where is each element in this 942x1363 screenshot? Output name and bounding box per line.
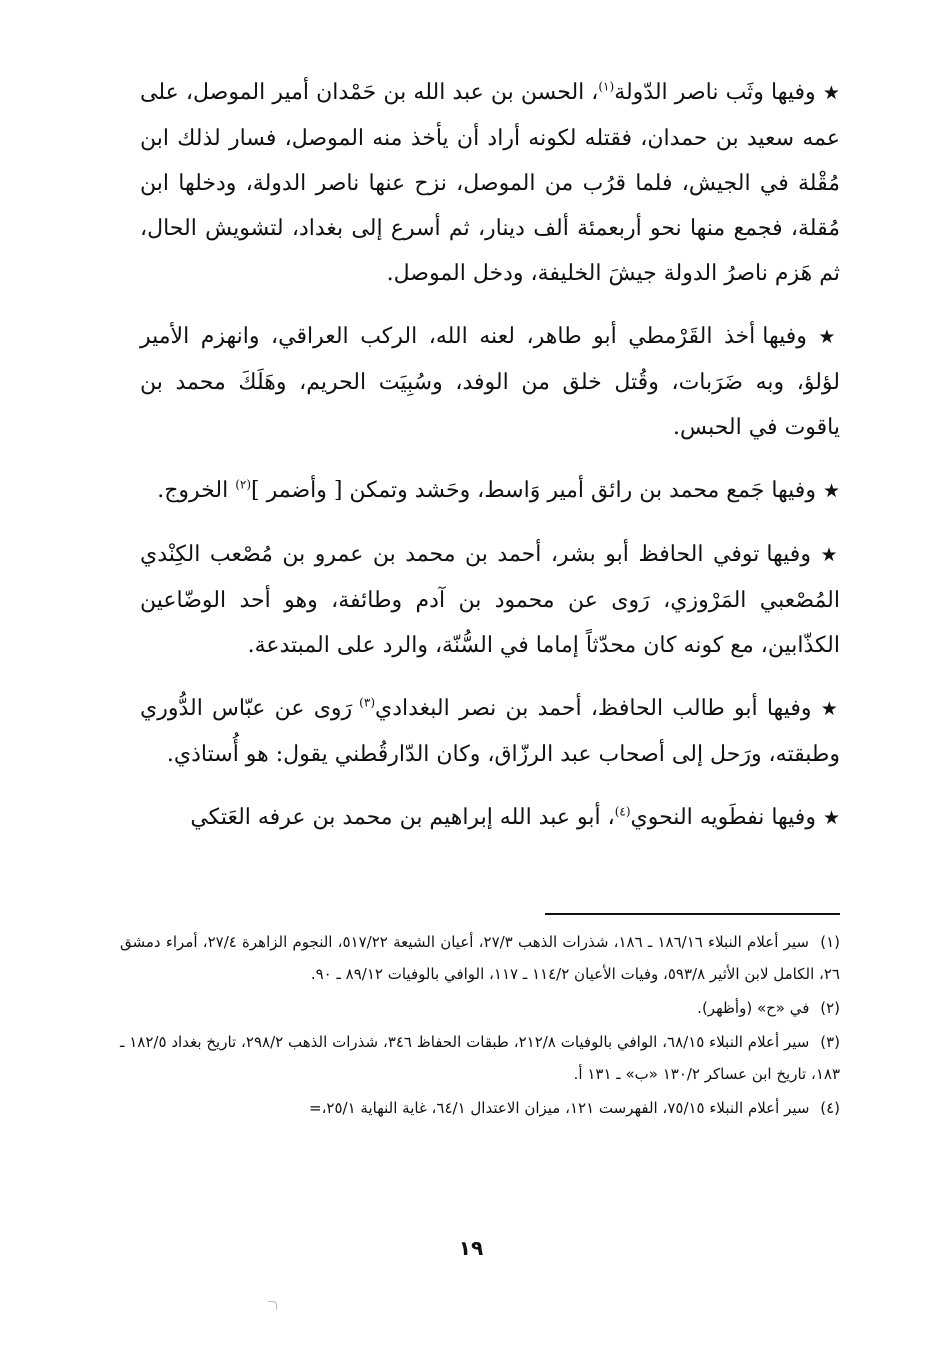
star-icon: ★ <box>820 544 840 566</box>
footnote-divider <box>545 913 840 915</box>
footnotes <box>120 926 840 1126</box>
footnote-text: سير أعلام النبلاء ٦٨/١٥، الوافي بالوفيات ٢١٢/٨، طبقات الحفاظ ٣٤٦، شذرات الذهب ٢٩٨/٢، تاريخ بغداد ١٨٢/٥ ـ ١٨٣، تاريخ ابن عساكر ١٣٠/٢ «ب» ـ ١٣١ أ. <box>120 1033 840 1083</box>
paragraph-2 <box>140 314 840 450</box>
star-icon: ★ <box>818 326 840 348</box>
footnote-ref-1[interactable]: (١) <box>598 79 615 94</box>
paragraph-text: رَوى عن عبّاس الدُّوري وطبقته، ورَحل إلى أصحاب عبد الرزّاق، وكان الدّارقُطني يقول: هو أُستاذي. <box>140 696 840 767</box>
footnote-number: (٤) <box>820 1099 840 1117</box>
page-number: ١٩ <box>458 1236 484 1260</box>
star-icon: ★ <box>822 807 840 829</box>
main-text <box>140 70 840 859</box>
paragraph-text: وفيها نفطَويه النحوي <box>630 805 816 830</box>
footnote-ref-2[interactable]: (٢) <box>235 477 252 492</box>
footnote-3 <box>120 1026 840 1090</box>
footnote-text: في «ح» (وأظهر). <box>697 999 810 1017</box>
paragraph-4 <box>140 532 840 668</box>
paragraph-6 <box>140 795 840 841</box>
paragraph-text: وفيها أبو طالب الحافظ، أحمد بن نصر البغدادي <box>375 696 812 721</box>
paragraph-text: ، الحسن بن عبد الله بن حَمْدان أمير الموصل، على عمه سعيد بن حمدان، فقتله لكونه أراد أن يأخذ منه الموصل، فسار لذلك ابن مُقْلة في الجيش، فلما قرُب من الموصل، نزح عنها ناصر الدولة، ودخلها ابن مُقلة، فجمع منها نحو أربعمئة ألف دينار، ثم أسرع إلى بغداد، لتشويش الحال، ثم هَزم ناصرُ الدولة جيشَ الخليفة، ودخل الموصل. <box>140 80 840 286</box>
footnote-ref-4[interactable]: (٤) <box>614 804 631 819</box>
star-icon: ★ <box>822 82 840 104</box>
footnote-2 <box>120 992 840 1024</box>
paragraph-text: وفيها جَمع محمد بن رائق أمير وَاسط، وحَشد وتمكن [ وأضمر ] <box>251 478 816 503</box>
footnote-number: (١) <box>820 933 840 951</box>
scan-mark <box>268 1301 277 1310</box>
paragraph-1 <box>140 70 840 296</box>
paragraph-text: وفيها أخذ القَرْمطي أبو طاهر، لعنه الله، الركب العراقي، وانهزم الأمير لؤلؤ، وبه ضَرَبات، وقُتل خلق من الوفد، وسُبِيَت الحريم، وهَلَكَ محمد بن ياقوت في الحبس. <box>140 324 840 440</box>
footnote-number: (٢) <box>820 999 840 1017</box>
footnote-text: سير أعلام النبلاء ١٨٦/١٦ ـ ١٨٦، شذرات الذهب ٢٧/٣، أعيان الشيعة ٥١٧/٢٢، النجوم الزاهرة ٢٧/٤، أمراء دمشق ٢٦، الكامل لابن الأثير ٥٩٣/٨، وفيات الأعيان ١١٤/٢ ـ ١١٧، الوافي بالوفيات ٨٩/١٢ ـ ٩٠. <box>120 933 840 983</box>
paragraph-text: ، أبو عبد الله إبراهيم بن محمد بن عرفه العَتكي <box>190 805 615 830</box>
paragraph-text: وفيها وثَب ناصر الدّولة <box>614 80 816 105</box>
footnote-1 <box>120 926 840 990</box>
paragraph-5 <box>140 686 840 777</box>
paragraph-text: الخروج. <box>157 478 236 503</box>
footnote-number: (٣) <box>820 1033 841 1051</box>
star-icon: ★ <box>822 480 840 502</box>
paragraph-text: وفيها توفي الحافظ أبو بشر، أحمد بن محمد بن عمرو بن مُصْعب الكِنْدي المُصْعبي المَرْوزي، رَوى عن محمود بن آدم وطائفة، وهو أحد الوضّاعين الكذّابين، مع كونه كان محدّثاً إماما في السُّنّة، والرد على المبتدعة. <box>140 542 840 658</box>
star-icon: ★ <box>820 698 840 720</box>
footnote-4 <box>120 1092 840 1124</box>
footnote-ref-3[interactable]: (٣) <box>359 695 375 710</box>
paragraph-3 <box>140 468 840 514</box>
footnote-text: سير أعلام النبلاء ٧٥/١٥، الفهرست ١٢١، ميزان الاعتدال ٦٤/١، غاية النهاية ٢٥/١،= <box>309 1099 810 1117</box>
